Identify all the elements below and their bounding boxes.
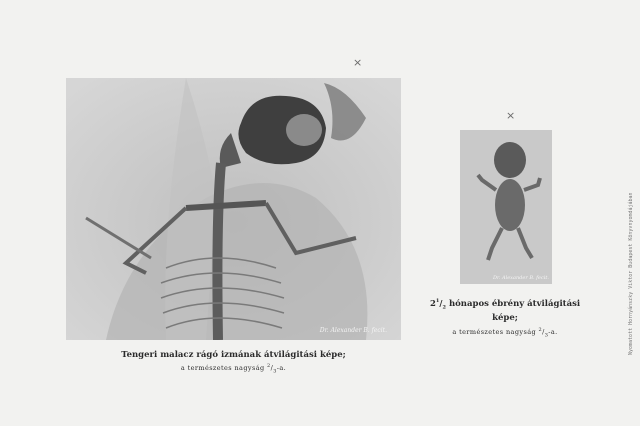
left-caption-scale: a természetes nagyság $^2/_3-a$. xyxy=(180,363,287,375)
right-caption-title: $2^1/_2$ hónapos ébrény átvilágitási képe; xyxy=(430,298,581,323)
printer-note: Nyomatott Hornyánszky Viktor Budapest Könyvnyomdájában xyxy=(628,192,634,355)
registration-mark-right: × xyxy=(506,109,516,122)
left-caption xyxy=(66,350,401,374)
embryo-xray-plate xyxy=(460,130,552,284)
artist-signature: Dr. Alexander B. fecit. xyxy=(319,327,387,334)
guinea-pig-xray-plate xyxy=(66,78,401,340)
registration-mark-left: × xyxy=(353,56,363,69)
guinea-pig-xray-image xyxy=(66,78,401,340)
left-caption-title: Tengeri malacz rágó izmának átvilágitási képe; xyxy=(121,350,346,360)
right-caption xyxy=(430,296,580,338)
right-caption-scale: a természetes nagyság $^2/_3-a$. xyxy=(452,326,558,338)
embryo-xray-image xyxy=(460,130,552,284)
artist-signature-right: Dr. Alexander B. fecit. xyxy=(492,275,549,281)
